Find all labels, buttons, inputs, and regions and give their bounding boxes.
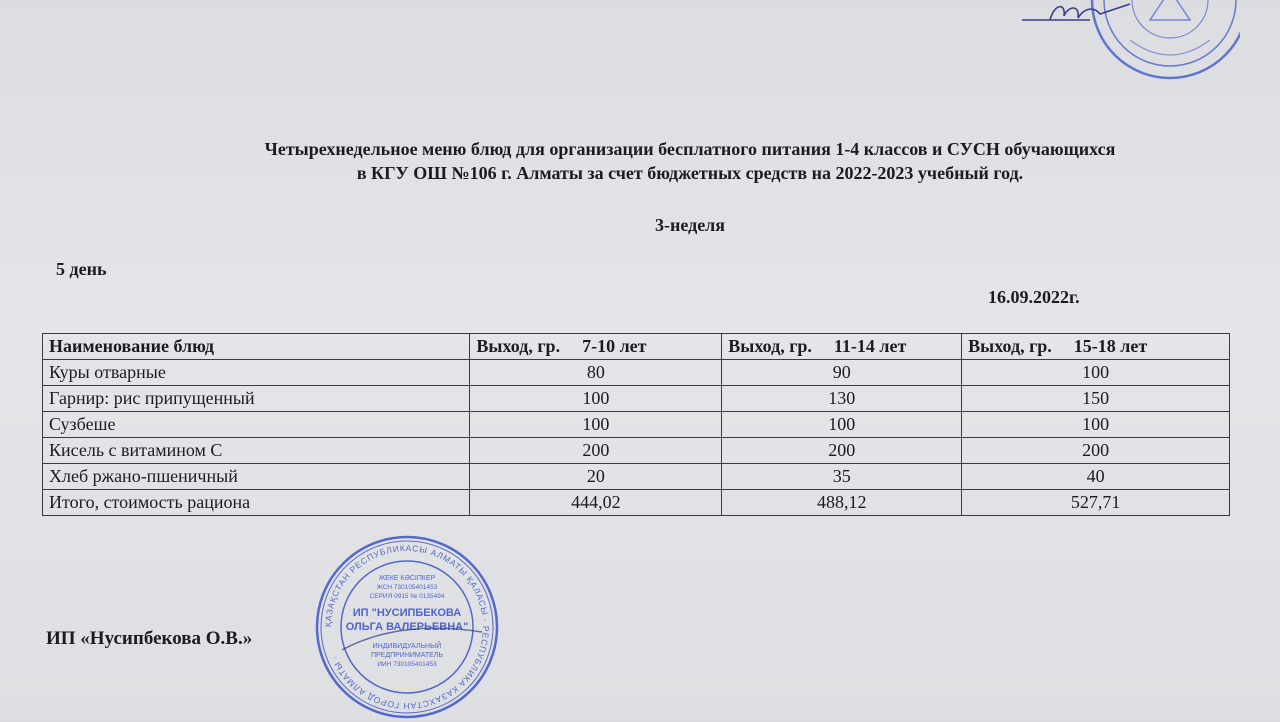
- total-cost-15-18: 527,71: [962, 490, 1230, 516]
- stamp-line-3: СЕРИЯ 0915 № 0135494: [369, 593, 445, 600]
- stamp-line-8: ИИН 730105401453: [377, 661, 437, 668]
- table-total-row: [43, 490, 1230, 516]
- yield-15-18: 100: [962, 412, 1230, 438]
- table-row: [43, 360, 1230, 386]
- stamp-line-6: ИНДИВИДУАЛЬНЫЙ: [372, 643, 442, 650]
- yield-11-14: 35: [722, 464, 962, 490]
- yield-15-18: 150: [962, 386, 1230, 412]
- table-header-row: [43, 334, 1230, 360]
- yield-7-10: 200: [470, 438, 722, 464]
- yield-7-10: 80: [470, 360, 722, 386]
- dish-name: Сузбеше: [43, 412, 470, 438]
- total-cost-7-10: 444,02: [470, 490, 722, 516]
- stamp-line-5: ОЛЬГА ВАЛЕРЬЕВНА": [345, 621, 469, 633]
- stamp-ring-text: ҚАЗАҚСТАН РЕСПУБЛИКАСЫ АЛМАТЫ ҚАЛАСЫ · РЕСПУБЛИКА КАЗАХСТАН ГОРОД АЛМАТЫ ·: [322, 542, 492, 712]
- header-yield-11-14: Выход, гр. 11-14 лет: [722, 334, 962, 360]
- entrepreneur-stamp: [312, 532, 502, 722]
- stamp-line-4: ИП "НУСИПБЕКОВА: [352, 607, 462, 619]
- dish-name: Гарнир: рис припущенный: [43, 386, 470, 412]
- yield-15-18: 40: [962, 464, 1230, 490]
- signature-label: ИП «Нусипбекова О.В.»: [46, 628, 253, 649]
- director-signature: [1020, 0, 1140, 26]
- stamp-line-7: ПРЕДПРИНИМАТЕЛЬ: [370, 652, 444, 659]
- document-title: [100, 137, 1280, 185]
- yield-11-14: 100: [722, 412, 962, 438]
- menu-table: [42, 333, 1230, 516]
- dish-name: Куры отварные: [43, 360, 470, 386]
- title-line-2: в КГУ ОШ №106 г. Алматы за счет бюджетных средств на 2022-2023 учебный год.: [356, 163, 1024, 183]
- header-yield-7-10: Выход, гр. 7-10 лет: [470, 334, 722, 360]
- table-row: [43, 438, 1230, 464]
- title-line-1: Четырехнедельное меню блюд для организации бесплатного питания 1-4 классов и СУСН обучающихся: [264, 139, 1116, 159]
- stamp-line-1: ЖЕКЕ КӘСІПКЕР: [378, 575, 436, 582]
- table-row: [43, 412, 1230, 438]
- total-cost-11-14: 488,12: [722, 490, 962, 516]
- table-row: [43, 386, 1230, 412]
- header-dish-name: Наименование блюд: [43, 334, 470, 360]
- yield-11-14: 130: [722, 386, 962, 412]
- yield-11-14: 200: [722, 438, 962, 464]
- document-date: 16.09.2022г.: [988, 287, 1080, 307]
- week-label: 3-неделя: [654, 215, 726, 235]
- yield-7-10: 100: [470, 412, 722, 438]
- yield-7-10: 20: [470, 464, 722, 490]
- dish-name: Хлеб ржано-пшеничный: [43, 464, 470, 490]
- yield-11-14: 90: [722, 360, 962, 386]
- yield-15-18: 200: [962, 438, 1230, 464]
- yield-15-18: 100: [962, 360, 1230, 386]
- day-label: 5 день: [56, 259, 107, 279]
- table-row: [43, 464, 1230, 490]
- yield-7-10: 100: [470, 386, 722, 412]
- total-label: Итого, стоимость рациона: [43, 490, 470, 516]
- stamp-line-2: ЖСН 730105401453: [376, 584, 438, 591]
- dish-name: Кисель с витамином С: [43, 438, 470, 464]
- header-yield-15-18: Выход, гр. 15-18 лет: [962, 334, 1230, 360]
